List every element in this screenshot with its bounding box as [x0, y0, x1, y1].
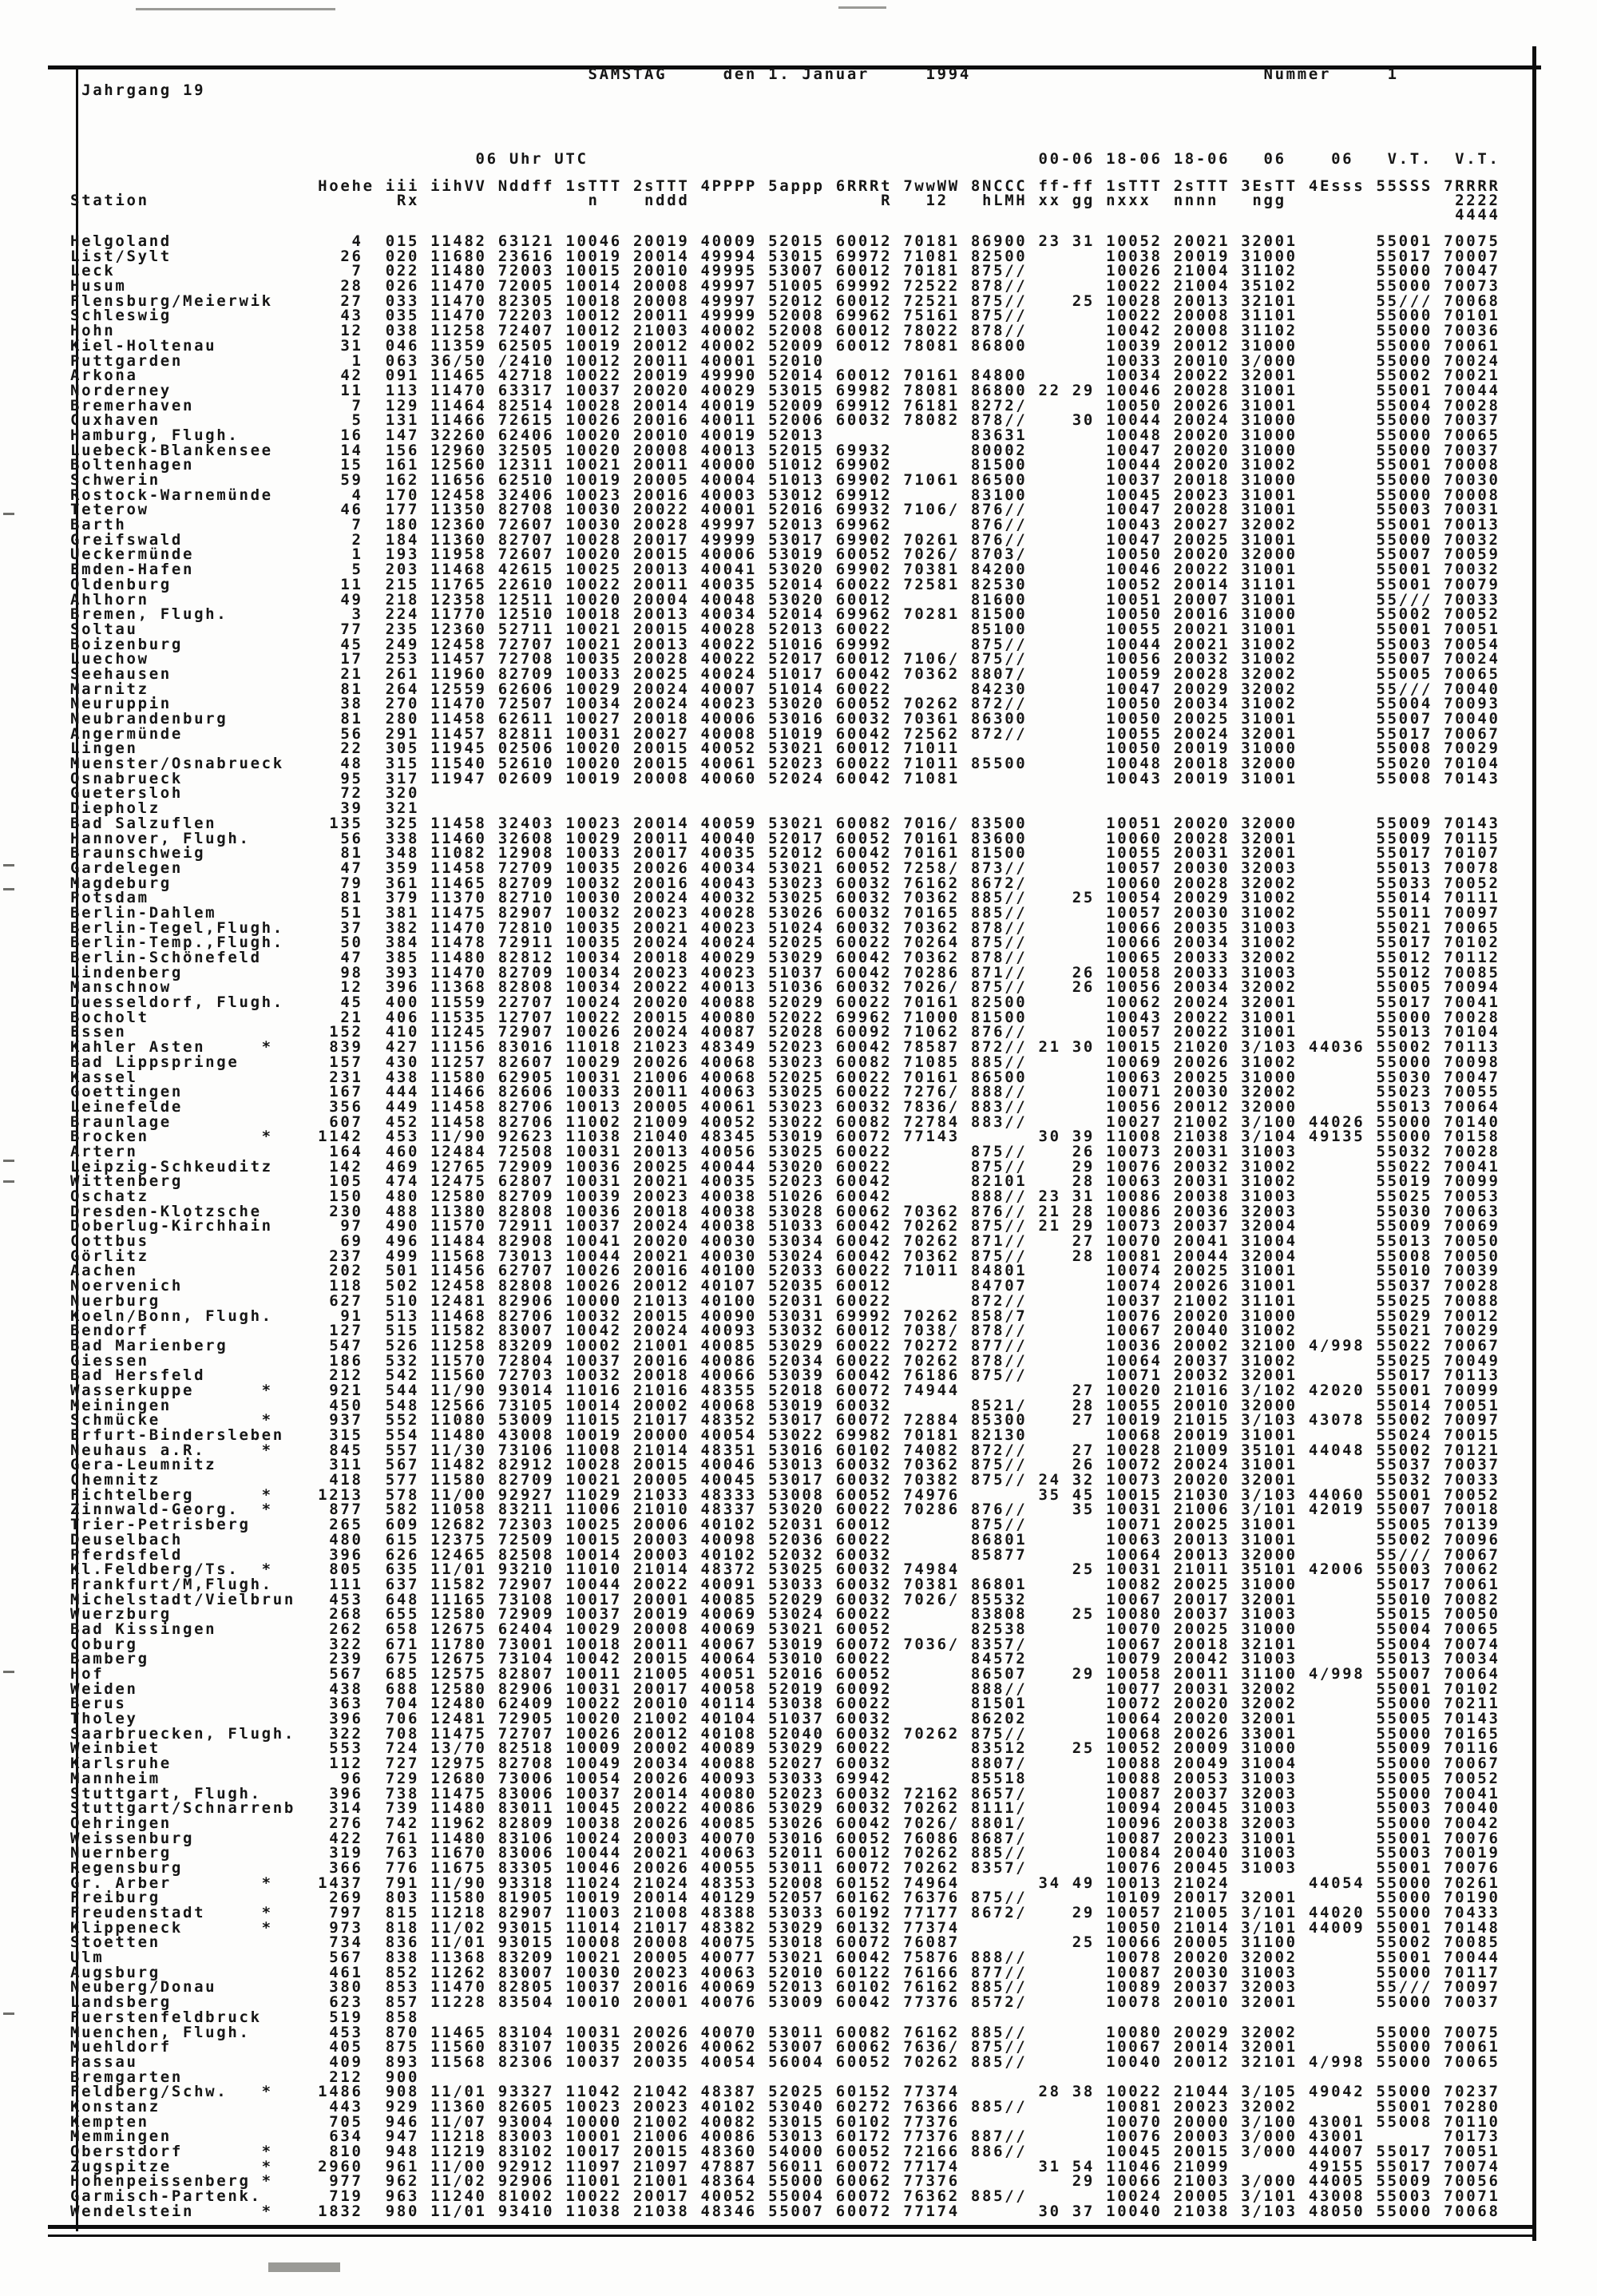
table-row: Fuerstenfeldbruck 519 858	[70, 2008, 420, 2026]
bottom-border-2	[48, 2235, 1536, 2237]
table-row: Seehausen 21 261 11960 82709 10033 20025 40024 51017 60042 70362 8807/ 10059 20028 32002 55005 70065	[70, 664, 1500, 683]
table-row: Koeln/Bonn, Flugh. 91 513 11468 82706 10032 20015 40090 53031 69992 70262 858/7 10076 20020 31000 55029 70012	[70, 1307, 1500, 1325]
table-row: Oberstdorf * 810 948 11219 83102 10017 20015 48360 54000 60052 72166 886// 10045 20015 3/000 44007 55017 70051	[70, 2143, 1500, 2160]
table-row: Hohenpeissenberg * 977 962 11/02 92906 11001 21001 48364 55000 60062 77376 29 10066 21003 3/000 44005 55009 70056	[70, 2172, 1500, 2191]
table-row: Erfurt-Bindersleben 315 554 11480 43008 10019 20000 40054 53022 69982 70181 82130 10068 20019 31001 55024 70015	[70, 1426, 1500, 1444]
table-row: Oehringen 276 742 11962 82809 10038 20026 40085 53026 60042 7026/ 8801/ 10096 20038 32003 55000 70042	[70, 1814, 1500, 1832]
table-row: Weissenburg 422 761 11480 83106 10024 20003 40070 53016 60052 76086 8687/ 10087 20023 31001 55001 70076	[70, 1829, 1500, 1847]
table-row: Wendelstein * 1832 980 11/01 93410 11038 21038 48346 55007 60072 77174 30 37 10040 21038 3/103 48050 55000 70068	[70, 2202, 1500, 2220]
scan-artifact	[838, 6, 886, 9]
table-row: Guetersloh 72 320	[70, 784, 420, 803]
table-row: Bamberg 239 675 12675 73104 10042 20015 40064 53010 60022 84572 10079 20042 31003 55013 70034	[70, 1650, 1500, 1668]
table-row: Berlin-Tegel,Flugh. 37 382 11470 72810 10035 20021 40023 51024 60032 70362 878// 10066 20035 31003 55021 70065	[70, 918, 1500, 937]
table-row: Schmücke * 937 552 11080 53009 11015 21017 48352 53017 60072 72884 85300 27 10019 21015 3/103 43078 55002 70097	[70, 1411, 1500, 1430]
table-row: Zugspitze * 2960 961 11/00 92912 11097 21097 47887 56011 60072 77174 31 54 11046 21099 49155 55017 70074	[70, 2157, 1500, 2175]
weather-table	[70, 234, 1571, 2219]
table-row: Oldenburg 11 215 11765 22610 10022 20011 40035 52014 60022 72581 82530 10052 20014 31101 55001 70079	[70, 575, 1500, 593]
scan-artifact	[3, 513, 14, 515]
table-row: Goettingen 167 444 11466 82606 10033 20011 40063 53025 60022 7276/ 888// 10071 20030 32002 55023 70055	[70, 1083, 1500, 1101]
table-row: Bad Hersfeld 212 542 11560 72703 10032 20018 40066 53039 60042 76186 875// 10071 20032 32001 55017 70113	[70, 1366, 1500, 1385]
masthead-line: SAMSTAG den 1. Januar 1994 Nummer 1	[70, 65, 1399, 83]
table-row: Wuerzburg 268 655 12580 72909 10037 20019 40069 53024 60022 83808 25 10080 20037 31003 55015 70050	[70, 1605, 1500, 1624]
table-row: Norderney 11 113 11470 63317 10037 20020 40029 53015 69982 78081 86800 22 29 10046 20028 31001 55001 70044	[70, 381, 1500, 399]
table-row: Braunlage 607 452 11458 82706 11002 21009 40052 53022 60082 72784 883// 10027 21002 3/100 44026 55000 70140	[70, 1112, 1500, 1131]
scan-artifact	[268, 2262, 340, 2272]
table-row: Saarbruecken, Flugh. 322 708 11475 72707 10026 20012 40108 52040 60032 70262 875// 10068 20026 33001 55000 70165	[70, 1724, 1500, 1743]
table-row: Stuttgart, Flugh. 396 738 11475 83006 10037 20014 40080 52023 60032 72162 8657/ 10087 20037 32003 55000 70041	[70, 1784, 1500, 1802]
table-row: Ahlhorn 49 218 12358 12511 10020 20004 40048 53020 60012 81600 10051 20007 31001 55/// 70033	[70, 590, 1500, 609]
table-row: Braunschweig 81 348 11082 12908 10033 20017 40035 52012 60042 70161 81500 10055 20031 32001 55017 70107	[70, 844, 1500, 862]
table-row: Emden-Hafen 5 203 11468 42615 10025 20013 40041 53020 69902 70381 84200 10046 20022 31001 55001 70032	[70, 561, 1500, 579]
column-subheader: Station Rx n nddd R 12 hLMH xx gg nxxx nnnn ngg 2222	[70, 192, 1500, 209]
table-row: Manschnow 12 396 11368 82808 10034 20022 40013 51036 60032 7026/ 875// 26 10056 20034 32002 55005 70094	[70, 978, 1500, 997]
table-row: Brocken * 1142 453 11/90 92623 11038 21040 48345 53019 60072 77143 30 39 11008 21038 3/104 49135 55000 70158	[70, 1128, 1500, 1146]
scan-artifact	[3, 1180, 14, 1183]
table-row: Luebeck-Blankensee 14 156 12960 32505 10020 20008 40013 52015 69932 80002 10047 20020 31000 55000 70037	[70, 441, 1500, 459]
table-row: Lindenberg 98 393 11470 82709 10034 20023 40023 51037 60042 70286 871// 26 10058 20033 31003 55012 70085	[70, 963, 1500, 981]
table-row: Deuselbach 480 615 12375 72509 10015 20003 40098 52036 60022 86801 10063 20013 31001 55002 70096	[70, 1530, 1500, 1549]
table-row: Boizenburg 45 249 12458 72707 10021 20013 40022 51016 69992 875// 10044 20021 31002 55003 70054	[70, 635, 1500, 653]
table-row: Weinbiet 553 724 13/70 82518 10009 20002 40089 53029 60022 83512 25 10052 20009 31000 55009 70116	[70, 1739, 1500, 1758]
table-row: Cuxhaven 5 131 11466 72615 10026 20016 40011 52006 60032 78082 878// 30 10044 20024 31000 55000 70037	[70, 411, 1500, 430]
period-header: 06 Uhr UTC 00-06 18-06 18-06 06 06 V.T. V.T.	[70, 150, 1500, 168]
column-subheader-2: 4444	[70, 206, 1500, 224]
table-row: Hannover, Flugh. 56 338 11460 32608 10029 20011 40040 52017 60052 70161 83600 10060 20028 32001 55009 70115	[70, 829, 1500, 847]
table-row: Freiburg 269 803 11580 81905 10019 20014 40129 52057 60162 76376 875// 10109 20017 32001 55000 70190	[70, 1889, 1500, 1907]
table-row: Meiningen 450 548 12566 73105 10014 20002 40068 53019 60032 8521/ 28 10055 20010 32000 55014 70051	[70, 1396, 1500, 1414]
table-row: Flensburg/Meierwik 27 033 11470 82305 10018 20008 49997 52012 60012 72521 875// 25 10028 20013 32101 55/// 70068	[70, 291, 1500, 310]
table-row: Teterow 46 177 11350 82708 10030 20022 40001 52016 69932 7106/ 876// 10047 20028 31001 55003 70031	[70, 501, 1500, 519]
table-row: Feldberg/Schw. * 1486 908 11/01 93327 11042 21042 48387 52025 60152 77374 28 38 10022 21044 3/105 49042 55000 70237	[70, 2083, 1500, 2101]
table-row: Noervenich 118 502 12458 82808 10026 20012 40107 52035 60012 84707 10074 20026 31001 55037 70028	[70, 1277, 1500, 1295]
table-row: Hof 567 685 12575 82807 10011 21005 40051 52016 60052 86507 29 10058 20011 31100 4/998 55007 70064	[70, 1665, 1500, 1683]
table-row: Hamburg, Flugh. 16 147 32260 62406 10020 20010 40019 52013 83631 10048 20020 31000 55000 70065	[70, 426, 1500, 444]
table-row: Cottbus 69 496 11484 82908 10041 20020 40030 53034 60042 70262 871// 27 10070 20041 31004 55013 70050	[70, 1232, 1500, 1251]
table-row: Pferdsfeld 396 626 12465 82508 10014 20003 40102 52032 60032 85877 10064 20013 32000 55/// 70067	[70, 1545, 1500, 1564]
table-row: Wasserkuppe * 921 544 11/90 93014 11016 21016 48355 52018 60072 74944 27 10020 21016 3/102 42020 55001 70099	[70, 1381, 1500, 1399]
table-row: Memmingen 634 947 11218 83003 10001 21006 40086 53013 60172 77376 887// 10076 20003 3/000 43001 70173	[70, 2127, 1500, 2146]
table-row: Neuruppin 38 270 11470 72507 10034 20024 40023 53020 60052 70262 872// 10050 20034 31002 55004 70093	[70, 695, 1500, 713]
table-row: Regensburg 366 776 11675 83305 10046 20026 40055 53011 60072 70262 8357/ 10076 20045 31003 55001 70076	[70, 1858, 1500, 1877]
table-row: Weiden 438 688 12580 82906 10031 20017 40058 52019 60092 888// 10077 20031 32002 55001 70102	[70, 1679, 1500, 1698]
table-row: Aachen 202 501 11456 62707 10026 20016 40100 52033 60022 71011 84801 10074 20025 31001 55010 70039	[70, 1262, 1500, 1280]
table-row: Frankfurt/M,Flugh. 111 637 11582 72907 10044 20022 40091 53033 60032 70381 86801 10082 20025 31000 55017 70061	[70, 1575, 1500, 1593]
table-row: Neubrandenburg 81 280 11458 62611 10027 20018 40006 53016 60032 70361 86300 10050 20025 31001 55007 70040	[70, 710, 1500, 728]
table-row: Kiel-Holtenau 31 046 11359 62505 10019 20012 40002 52009 60012 78081 86800 10039 20012 31000 55000 70061	[70, 336, 1500, 355]
table-row: Leinefelde 356 449 11458 82706 10013 20005 40061 53023 60032 7836/ 883// 10056 20012 32000 55013 70064	[70, 1097, 1500, 1116]
table-row: Magdeburg 79 361 11465 82709 10032 20016 40043 53023 60032 76162 8672/ 10060 20028 32002 55033 70052	[70, 874, 1500, 892]
table-row: Artern 164 460 12484 72508 10031 20013 40056 53025 60022 875// 26 10073 20031 31003 55032 70028	[70, 1142, 1500, 1160]
scan-artifact	[3, 1160, 14, 1162]
table-row: Duesseldorf, Flugh. 45 400 11559 22707 10024 20020 40088 52029 60022 70161 82500 10062 20024 32001 55017 70041	[70, 993, 1500, 1012]
scan-artifact	[3, 888, 14, 890]
table-row: Osnabrueck 95 317 11947 02609 10019 20008 40060 52024 60042 71081 10043 20019 31001 55008 70143	[70, 769, 1500, 787]
table-row: Lingen 22 305 11945 02506 10020 20015 40052 53021 60012 71011 10050 20019 31000 55008 70029	[70, 740, 1500, 758]
table-row: Passau 409 893 11568 82306 10037 20035 40054 56004 60052 70262 885// 10040 20012 32101 4/998 55000 70065	[70, 2052, 1500, 2071]
table-row: Bad Marienberg 547 526 11258 83209 10002 21001 40085 53029 60022 70272 877// 10036 20002 32100 4/998 55022 70067	[70, 1336, 1500, 1354]
table-row: Berlin-Schönefeld 47 385 11480 82812 10034 20018 40029 53029 60042 70362 878// 10065 20033 32002 55012 70112	[70, 949, 1500, 966]
table-row: Diepholz 39 321	[70, 799, 420, 818]
scan-artifact	[136, 8, 335, 10]
table-row: Greifswald 2 184 11360 82707 10028 20017 49999 53017 69902 70261 876// 10047 20025 31001 55000 70032	[70, 530, 1500, 549]
table-row: Bad Salzuflen 135 325 11458 32403 10023 20014 40059 53021 60082 7016/ 83500 10051 20020 32000 55009 70143	[70, 814, 1500, 832]
table-row: Bremgarten 212 900	[70, 2068, 420, 2086]
table-row: Hohn 12 038 11258 72407 10012 21003 40002 52008 60012 78022 878// 10042 20008 31102 55000 70036	[70, 322, 1500, 340]
table-row: Konstanz 443 929 11360 82605 10023 20023 40102 53040 60272 76366 885// 10081 20023 32002 55001 70280	[70, 2097, 1500, 2116]
table-row: Coburg 322 671 11780 73001 10018 20011 40067 53019 60072 7036/ 8357/ 10067 20018 32101 55004 70074	[70, 1635, 1500, 1653]
table-row: Oschatz 150 480 12580 82709 10039 20023 40038 51026 60042 888// 23 31 10086 20038 31003 55025 70053	[70, 1188, 1500, 1205]
table-row: Leipzig-Schkeuditz 142 469 12765 72909 10036 20025 40044 53020 60022 875// 29 10076 20032 31002 55022 70041	[70, 1157, 1500, 1176]
table-row: Gera-Leumnitz 311 567 11482 82912 10028 20015 40046 53013 60032 70362 875// 26 10072 20024 31001 55037 70037	[70, 1456, 1500, 1474]
table-row: Bendorf 127 515 11582 83007 10042 20024 40093 53032 60012 7038/ 878// 10067 20040 31002 55021 70029	[70, 1322, 1500, 1340]
table-row: Neuberg/Donau 380 853 11470 82805 10037 20016 40069 52013 60102 76162 885// 10089 20037 32003 55/// 70097	[70, 1978, 1500, 1997]
scan-artifact	[3, 864, 14, 866]
table-row: Nuerburg 627 510 12481 82906 10000 21013 40100 52031 60022 872// 10037 21002 31101 55025 70088	[70, 1291, 1500, 1310]
bottom-border	[48, 2225, 1536, 2229]
scan-artifact	[3, 1671, 14, 1673]
table-row: Wittenberg 105 474 12475 62807 10031 20021 40035 52023 60042 82101 28 10063 20031 31002 55019 70099	[70, 1172, 1500, 1191]
table-row: Klippeneck * 973 818 11/02 93015 11014 21017 48382 53029 60132 77374 10050 21014 3/101 44009 55001 70148	[70, 1918, 1500, 1937]
table-row: Bad Lippspringe 157 430 11257 82607 10029 20026 40068 53023 60082 71085 885// 10069 20026 31002 55000 70098	[70, 1053, 1500, 1071]
table-row: Stuttgart/Schnarrenb 314 739 11480 83011 10045 20022 40086 53029 60032 70262 8111/ 10094 20045 31003 55003 70040	[70, 1799, 1500, 1818]
table-row: Landsberg 623 857 11228 83504 10010 20001 40076 53009 60042 77376 8572/ 10078 20010 32001 55000 70037	[70, 1993, 1500, 2012]
table-row: Schwerin 59 162 11656 62510 10019 20005 40004 51013 69902 71061 86500 10037 20018 31000 55000 70030	[70, 471, 1500, 489]
table-row: Boltenhagen 15 161 12560 12311 10021 20011 40000 51012 69902 81500 10044 20020 31002 55001 70008	[70, 456, 1500, 474]
table-row: Bremerhaven 7 129 11464 82514 10028 20014 40019 52009 69912 76181 8272/ 10050 20026 31001 55004 70028	[70, 396, 1500, 414]
table-row: Schleswig 43 035 11470 72203 10012 20011 49999 52008 69962 75161 875// 10022 20008 31101 55000 70101	[70, 307, 1500, 325]
table-row: Luechow 17 253 11457 72708 10035 20028 40022 52017 60012 7106/ 875// 10056 20032 31002 55007 70024	[70, 650, 1500, 668]
table-row: Tholey 396 706 12481 72905 10020 21002 40104 51037 60032 86202 10064 20020 32001 55005 70143	[70, 1710, 1500, 1728]
table-row: Helgoland 4 015 11482 63121 10046 20019 40009 52015 60012 70181 86900 23 31 10052 20021 32001 55001 70075	[70, 232, 1500, 250]
table-row: Neuhaus a.R. * 845 557 11/30 73106 11008 21014 48351 53016 60102 74082 872// 27 10028 21009 35101 44048 55002 70121	[70, 1441, 1500, 1459]
table-row: Muehldorf 405 875 11560 83107 10035 20026 40062 53007 60062 7636/ 875// 10067 20014 32001 55000 70061	[70, 2038, 1500, 2056]
table-row: Barth 7 180 12360 72607 10030 20028 49997 52013 69962 876// 10043 20027 32002 55001 70013	[70, 516, 1500, 534]
table-row: Ueckermünde 1 193 11958 72607 10020 20015 40006 53019 60052 7026/ 8703/ 10050 20020 32000 55007 70059	[70, 545, 1500, 564]
table-row: Kahler Asten * 839 427 11156 83016 11018 21023 48349 52023 60042 78587 872// 21 30 10015 21020 3/103 44036 55002 70113	[70, 1038, 1500, 1057]
table-row: Ulm 567 838 11368 83209 10021 20005 40077 53021 60042 75876 888// 10078 20020 32002 55001 70044	[70, 1949, 1500, 1967]
table-row: Stoetten 734 836 11/01 93015 10008 20008 40075 53018 60072 76087 25 10066 20005 31100 55002 70085	[70, 1933, 1500, 1952]
table-row: Bocholt 21 406 11535 12707 10022 20015 40080 52022 69962 71000 81500 10043 20022 31001 55000 70028	[70, 1008, 1500, 1026]
table-row: Berus 363 704 12480 62409 10022 20010 40114 53038 60022 81501 10072 20020 32002 55000 70211	[70, 1695, 1500, 1713]
table-row: Trier-Petrisberg 265 609 12682 72303 10025 20006 40102 52031 60012 875// 10071 20025 31001 55005 70139	[70, 1516, 1500, 1534]
table-row: Puttgarden 1 063 36/50 /2410 10012 20011 40001 52010 10033 20010 3/000 55000 70024	[70, 351, 1500, 370]
table-row: Freudenstadt * 797 815 11218 82907 11003 21008 48388 53033 60192 77177 8672/ 29 10057 21005 3/101 44020 55000 70433	[70, 1904, 1500, 1921]
table-row: Giessen 186 532 11570 72804 10037 20016 40086 52034 60022 70262 878// 10064 20037 31002 55025 70049	[70, 1351, 1500, 1370]
table-row: Rostock-Warnemünde 4 170 12458 32406 10023 20016 40003 53012 69912 83100 10045 20023 31001 55000 70008	[70, 486, 1500, 504]
table-row: Angermünde 56 291 11457 82811 10031 20027 40008 51019 60042 72562 872// 10055 20024 32001 55017 70067	[70, 724, 1500, 743]
table-row: Muenster/Osnabrueck 48 315 11540 52610 10020 20015 40061 52023 60022 71011 85500 10048 20018 32000 55020 70104	[70, 755, 1500, 773]
table-row: Arkona 42 091 11465 42718 10022 20019 49990 52014 60012 70161 84800 10034 20022 32001 55002 70021	[70, 367, 1500, 385]
table-row: Muenchen, Flugh. 453 870 11465 83104 10031 20026 40070 53011 60082 76162 885// 10080 20029 32002 55000 70075	[70, 2023, 1500, 2041]
table-row: Karlsruhe 112 727 12975 82708 10049 20034 40088 52027 60032 8807/ 10088 20049 31004 55000 70067	[70, 1755, 1500, 1773]
table-row: Potsdam 81 379 11370 82710 10030 20024 40032 53025 60032 70362 885// 25 10054 20029 31002 55014 70111	[70, 889, 1500, 907]
table-row: Kempten 705 946 11/07 93004 10000 21002 40082 53015 60102 77376 10070 20000 3/100 43001 55008 70110	[70, 2112, 1500, 2131]
jahrgang-label: Jahrgang 19	[70, 81, 206, 99]
table-row: Fichtelberg * 1213 578 11/00 92927 11029 21033 48333 53008 60052 74976 35 45 10015 21030 3/103 44060 55001 70052	[70, 1485, 1500, 1504]
table-row: Berlin-Temp.,Flugh. 50 384 11478 72911 10035 20024 40024 52025 60022 70264 875// 10066 20034 31002 55017 70102	[70, 934, 1500, 952]
table-row: Soltau 77 235 12360 52711 10021 20015 40028 52013 60022 85100 10055 20021 31001 55001 70051	[70, 620, 1500, 638]
table-row: List/Sylt 26 020 11680 23616 10019 20014 49994 53015 69972 71081 82500 10038 20019 31000 55017 70007	[70, 247, 1500, 265]
table-row: Leck 7 022 11480 72003 10015 20010 49995 53007 60012 70181 875// 10026 21004 31102 55000 70047	[70, 262, 1500, 280]
table-row: Dresden-Klotzsche 230 488 11380 82808 10036 20018 40038 53028 60062 70362 876// 21 28 10086 20036 32003 55030 70063	[70, 1202, 1500, 1220]
table-row: Zinnwald-Georg. * 877 582 11058 83211 11006 21010 48337 53020 60022 70286 876// 35 10031 21006 3/101 42019 55007 70018	[70, 1501, 1500, 1519]
table-row: Augsburg 461 852 11262 83007 10030 20023 40063 52010 60122 76166 877// 10087 20030 31003 55000 70117	[70, 1963, 1500, 1981]
table-row: Görlitz 237 499 11568 73013 10044 20021 40030 53024 60042 70362 875// 28 10081 20044 32004 55008 70050	[70, 1247, 1500, 1265]
table-row: Berlin-Dahlem 51 381 11475 82907 10032 20023 40028 53026 60032 70165 885// 10057 20030 31002 55011 70097	[70, 903, 1500, 922]
table-row: Garmisch-Partenk. 719 963 11240 81002 10022 20017 40052 55004 60072 76362 885// 10024 20005 3/101 43008 55003 70071	[70, 2187, 1500, 2206]
table-row: Essen 152 410 11245 72907 10026 20024 40087 52028 60092 71062 876// 10057 20022 31001 55013 70104	[70, 1023, 1500, 1041]
table-row: Marnitz 81 264 12559 62606 10029 20024 40007 51014 60022 84230 10047 20029 32002 55/// 70040	[70, 680, 1500, 698]
table-row: Nuernberg 319 763 11670 83006 10044 20021 40063 52011 60012 70262 885// 10084 20040 31003 55003 70019	[70, 1844, 1500, 1862]
table-row: Bremen, Flugh. 3 224 11770 12510 10018 20013 40034 52014 69962 70281 81500 10050 20016 31000 55002 70052	[70, 605, 1500, 624]
table-row: Gr. Arber * 1437 791 11/90 93318 11024 21024 48353 52008 60152 74964 34 49 10013 21024 44054 55000 70261	[70, 1874, 1500, 1892]
table-row: Kassel 231 438 11580 62905 10031 21006 40068 52025 60022 70161 86500 10063 20025 31000 55030 70047	[70, 1068, 1500, 1086]
table-row: Doberlug-Kirchhain 97 490 11570 72911 10037 20024 40038 51033 60042 70262 875// 21 29 10073 20037 32004 55009 70069	[70, 1217, 1500, 1235]
table-row: Mannheim 96 729 12680 73006 10054 20026 40093 53033 69942 85518 10088 20053 31003 55005 70052	[70, 1769, 1500, 1787]
column-header: Hoehe iii iihVV Nddff 1sTTT 2sTTT 4PPPP 5appp 6RRRt 7wwWW 8NCCC ff-ff 1sTTT 2sTTT 3EsTT 4Esss 55SSS 7RRRR	[70, 177, 1500, 195]
table-row: Husum 28 026 11470 72005 10014 20008 49997 51005 69992 72522 878// 10022 21004 35102 55000 70073	[70, 277, 1500, 295]
table-row: Gardelegen 47 359 11458 72709 10035 20026 40034 53021 60052 7258/ 873// 10057 20030 32003 55013 70078	[70, 859, 1500, 877]
table-row: Chemnitz 418 577 11580 82709 10021 20005 40045 53017 60032 70382 875// 24 32 10073 20020 32001 55032 70033	[70, 1471, 1500, 1489]
scan-artifact	[3, 2012, 14, 2015]
table-row: Bad Kissingen 262 658 12675 62404 10029 20008 40069 53021 60052 82538 10070 20025 31000 55004 70065	[70, 1620, 1500, 1638]
table-row: Michelstadt/Vielbrun 453 648 11165 73108 10017 20001 40085 52029 60032 7026/ 85532 10067 20017 32001 55010 70082	[70, 1590, 1500, 1608]
table-row: Kl.Feldberg/Ts. * 805 635 11/01 93210 11010 21014 48372 53025 60032 74984 25 10031 21011 35101 42006 55003 70062	[70, 1560, 1500, 1579]
